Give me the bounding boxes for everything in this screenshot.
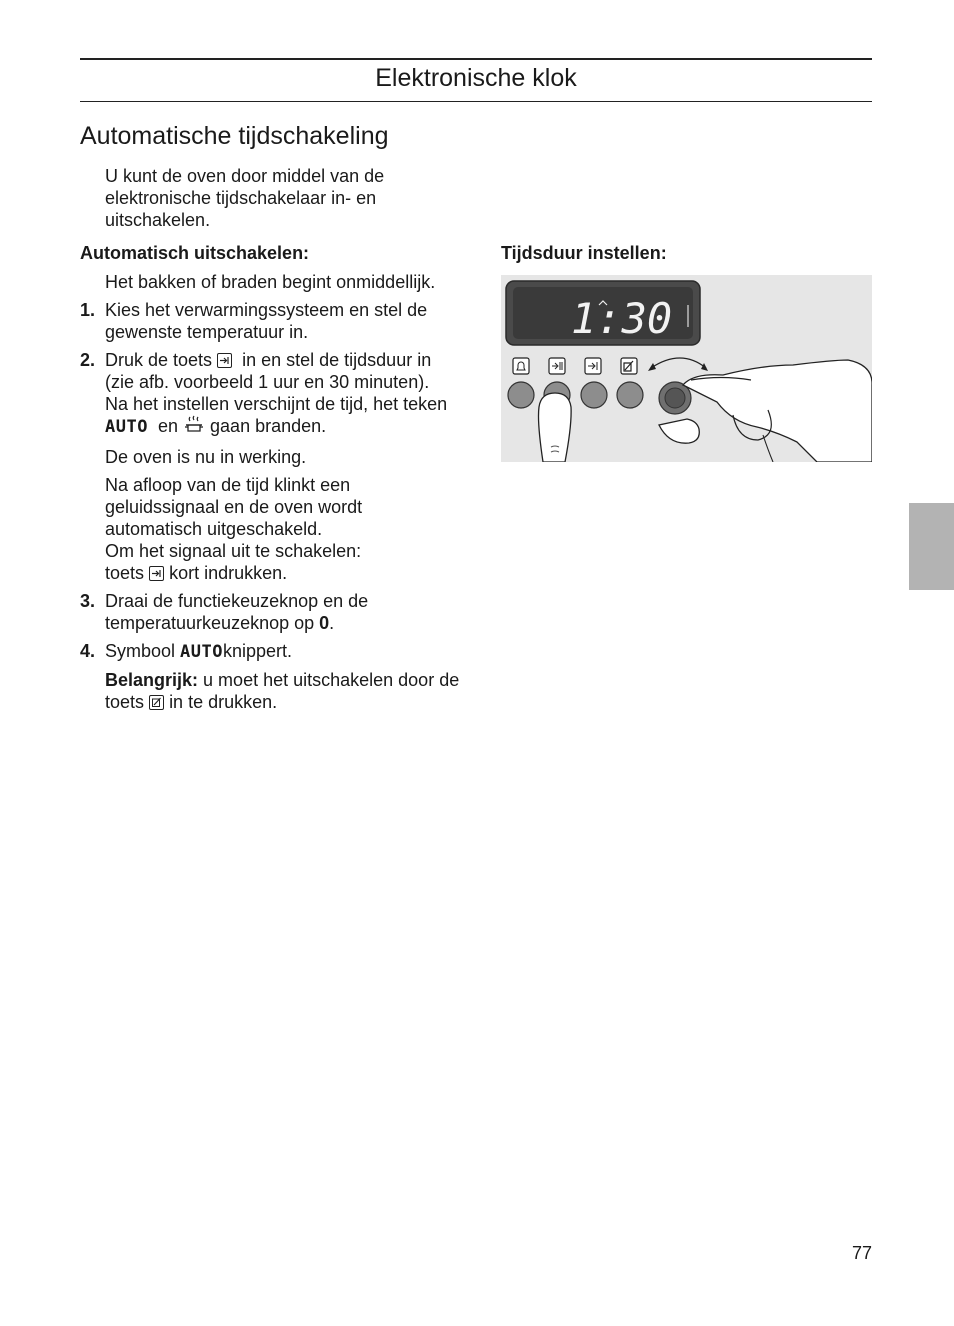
subheading-auto-off: Automatisch uitschakelen: [80,243,310,263]
header-rule-bottom [80,101,872,102]
page-number: 77 [851,1243,872,1263]
duration-key-icon [217,353,232,368]
step-2-number: 2. [80,350,96,370]
chapter-tab [909,503,954,590]
step-4-number: 4. [80,641,96,661]
oven-clock-illustration [501,275,872,462]
step-3-end: . [329,613,335,633]
step-2-signal-key [105,562,460,584]
intro-block [80,165,460,231]
step-2-signal-off: Om het signaal uit te schakelen: [105,541,362,561]
step-2 [80,349,460,584]
display-time: 1:30 [571,294,673,343]
important-text-b: in te drukken. [169,692,278,712]
left-column [80,242,460,713]
step-3 [80,590,460,634]
step-2-finish: Na afloop van de tijd klinkt een geluidssignaal en de oven wordt automatisch uitgeschakeld. [105,475,363,539]
important-label: Belangrijk: [105,670,199,690]
page-header-title: Elektronische klok [375,64,577,92]
figure-label: Tijdsduur instellen: [501,243,667,263]
step-2-text-c: Na het instellen verschijnt de tijd, het teken [105,394,448,414]
step-2-text-e: gaan branden. [210,416,327,436]
lead-text: Het bakken of braden begint onmiddellijk. [105,272,436,292]
section-title: Automatische tijdschakeling [80,122,389,150]
important-text-a: u moet het uitschakelen door de toets [105,670,460,712]
cooking-pot-icon [183,415,205,440]
manual-key-icon [149,695,164,710]
step-2-text-b: in en stel de tijdsduur in (zie afb. voorbeeld 1 uur en 30 minuten). [105,350,432,392]
step-4 [80,640,460,713]
step-1 [80,299,460,343]
step-3-zero: 0 [319,613,330,633]
step-2-text-d: en [157,416,178,436]
duration-key-icon-2 [149,566,164,581]
step-4-text-b: knippert. [223,641,293,661]
step-4-important [105,669,460,713]
step-3-number: 3. [80,591,96,611]
step-2-key-action: kort indrukken. [169,563,288,583]
oven-clock-drawing [501,275,872,462]
intro-text: U kunt de oven door middel van de elektronische tijdschakelaar in- en uitschakelen. [105,166,385,230]
step-3-text: Draai de functiekeuzeknop en de temperatuurkeuzeknop op [105,591,369,633]
auto-symbol-2: AUTO [180,642,223,662]
auto-symbol: AUTO [105,417,148,437]
step-2-status: De oven is nu in werking. [105,447,307,467]
step-1-text: Kies het verwarmingssysteem en stel de gewenste temperatuur in. [105,300,428,342]
step-2-key-label: toets [105,563,145,583]
step-4-text-a: Symbool [105,641,176,661]
header-rule-top [80,58,872,60]
step-2-text-a: Druk de toets [105,350,213,370]
step-1-number: 1. [80,300,96,320]
